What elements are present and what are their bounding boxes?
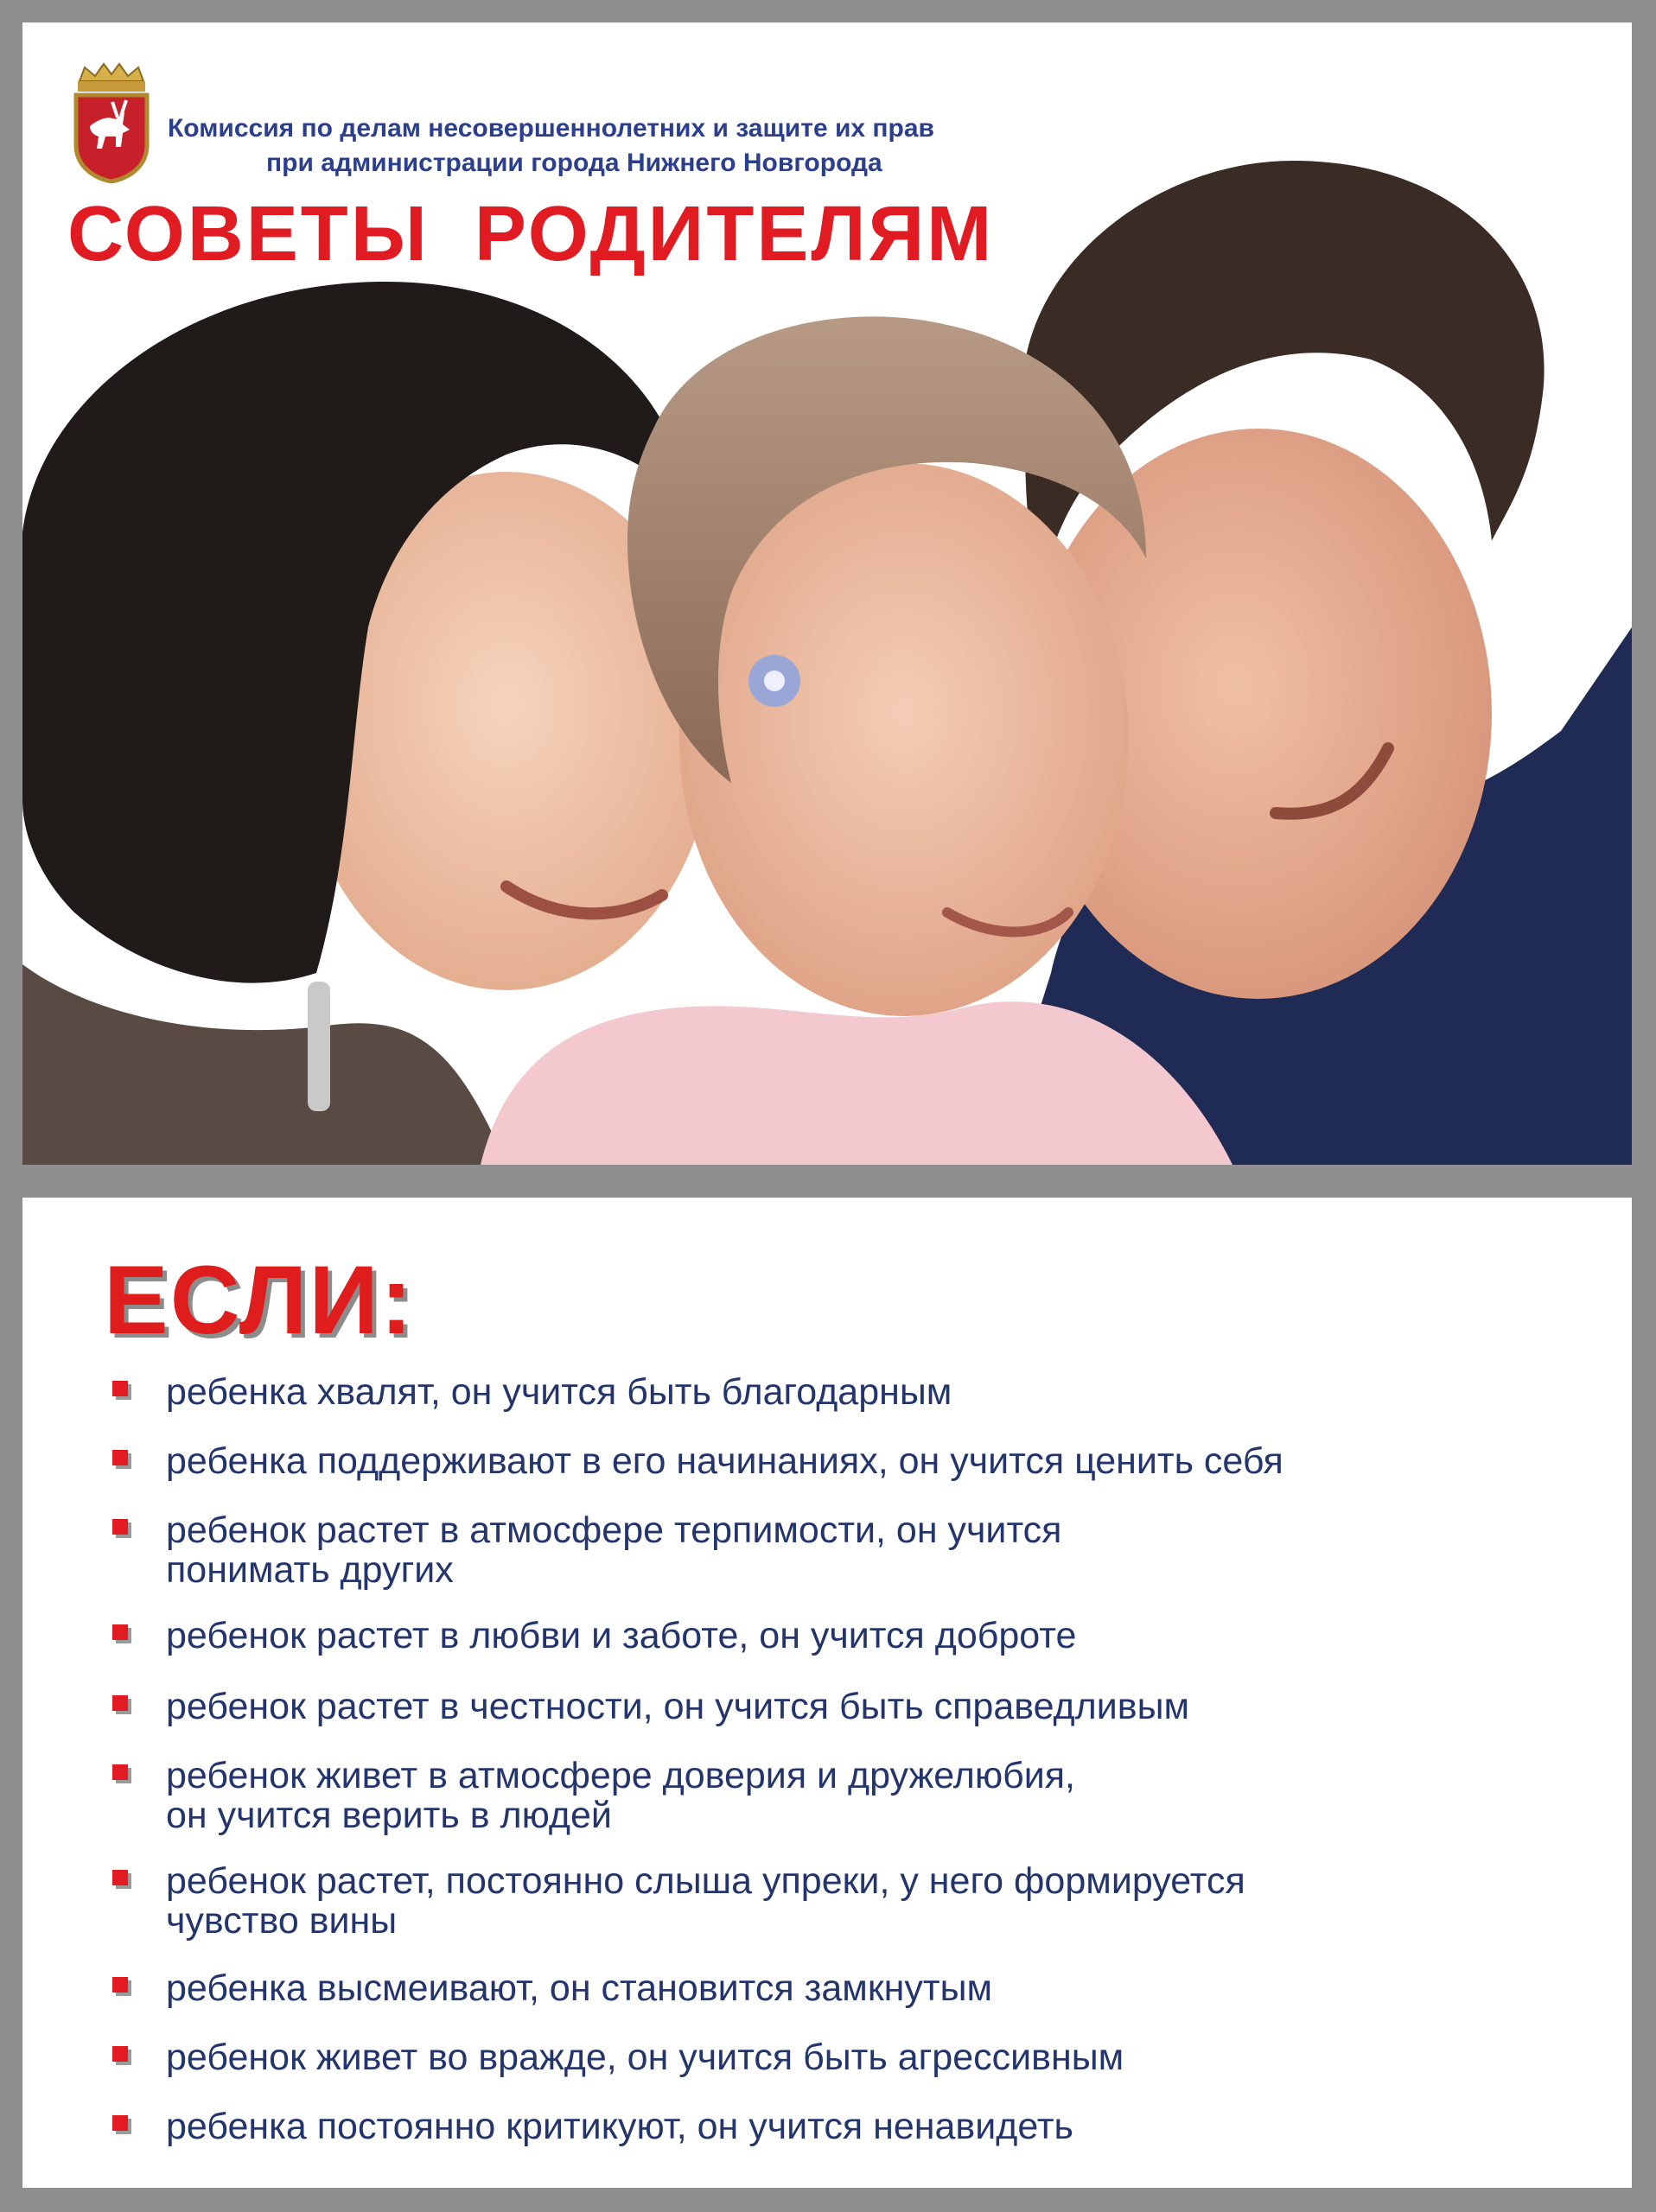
- if-heading: ЕСЛИ:: [104, 1246, 415, 1354]
- bullet-icon: [112, 1519, 128, 1535]
- bullet-icon: [112, 1764, 128, 1780]
- advice-text: ребенок растет в любви и заботе, он учится доброте: [166, 1615, 1077, 1656]
- organization-name-line-1: Комиссия по делам несовершеннолетних и защите их прав: [168, 114, 934, 143]
- bullet-icon: [112, 1381, 128, 1396]
- poster-title: СОВЕТЫ РОДИТЕЛЯМ: [67, 191, 995, 277]
- advice-text: ребенка постоянно критикуют, он учится ненавидеть: [166, 2106, 1073, 2147]
- bullet-icon: [112, 1695, 128, 1711]
- advice-text: ребенок живет во вражде, он учится быть агрессивным: [166, 2037, 1124, 2078]
- advice-text: ребенок растет в атмосфере терпимости, он учится понимать других: [166, 1510, 1062, 1591]
- nizhny-novgorod-coat-of-arms-icon: [69, 62, 154, 183]
- advice-text: ребенка поддерживают в его начинаниях, он учится ценить себя: [166, 1440, 1283, 1482]
- bullet-icon: [112, 2115, 128, 2131]
- poster-top-panel: [22, 22, 1632, 1165]
- advice-text: ребенок живет в атмосфере доверия и дружелюбия, он учится верить в людей: [166, 1755, 1075, 1836]
- organization-name-line-2: при администрации города Нижнего Новгорода: [266, 149, 882, 177]
- bullet-icon: [112, 2046, 128, 2062]
- advice-text: ребенок растет, постоянно слыша упреки, у него формируется чувство вины: [166, 1860, 1245, 1942]
- advice-text: ребенок растет в честности, он учится быть справедливым: [166, 1686, 1190, 1727]
- advice-text: ребенка хвалят, он учится быть благодарным: [166, 1371, 952, 1413]
- advice-text: ребенка высмеивают, он становится замкнутым: [166, 1967, 993, 2009]
- bullet-icon: [112, 1977, 128, 1993]
- bullet-icon: [112, 1450, 128, 1465]
- poster-bottom-panel: [22, 1198, 1632, 2188]
- bullet-icon: [112, 1870, 128, 1885]
- bullet-icon: [112, 1624, 128, 1640]
